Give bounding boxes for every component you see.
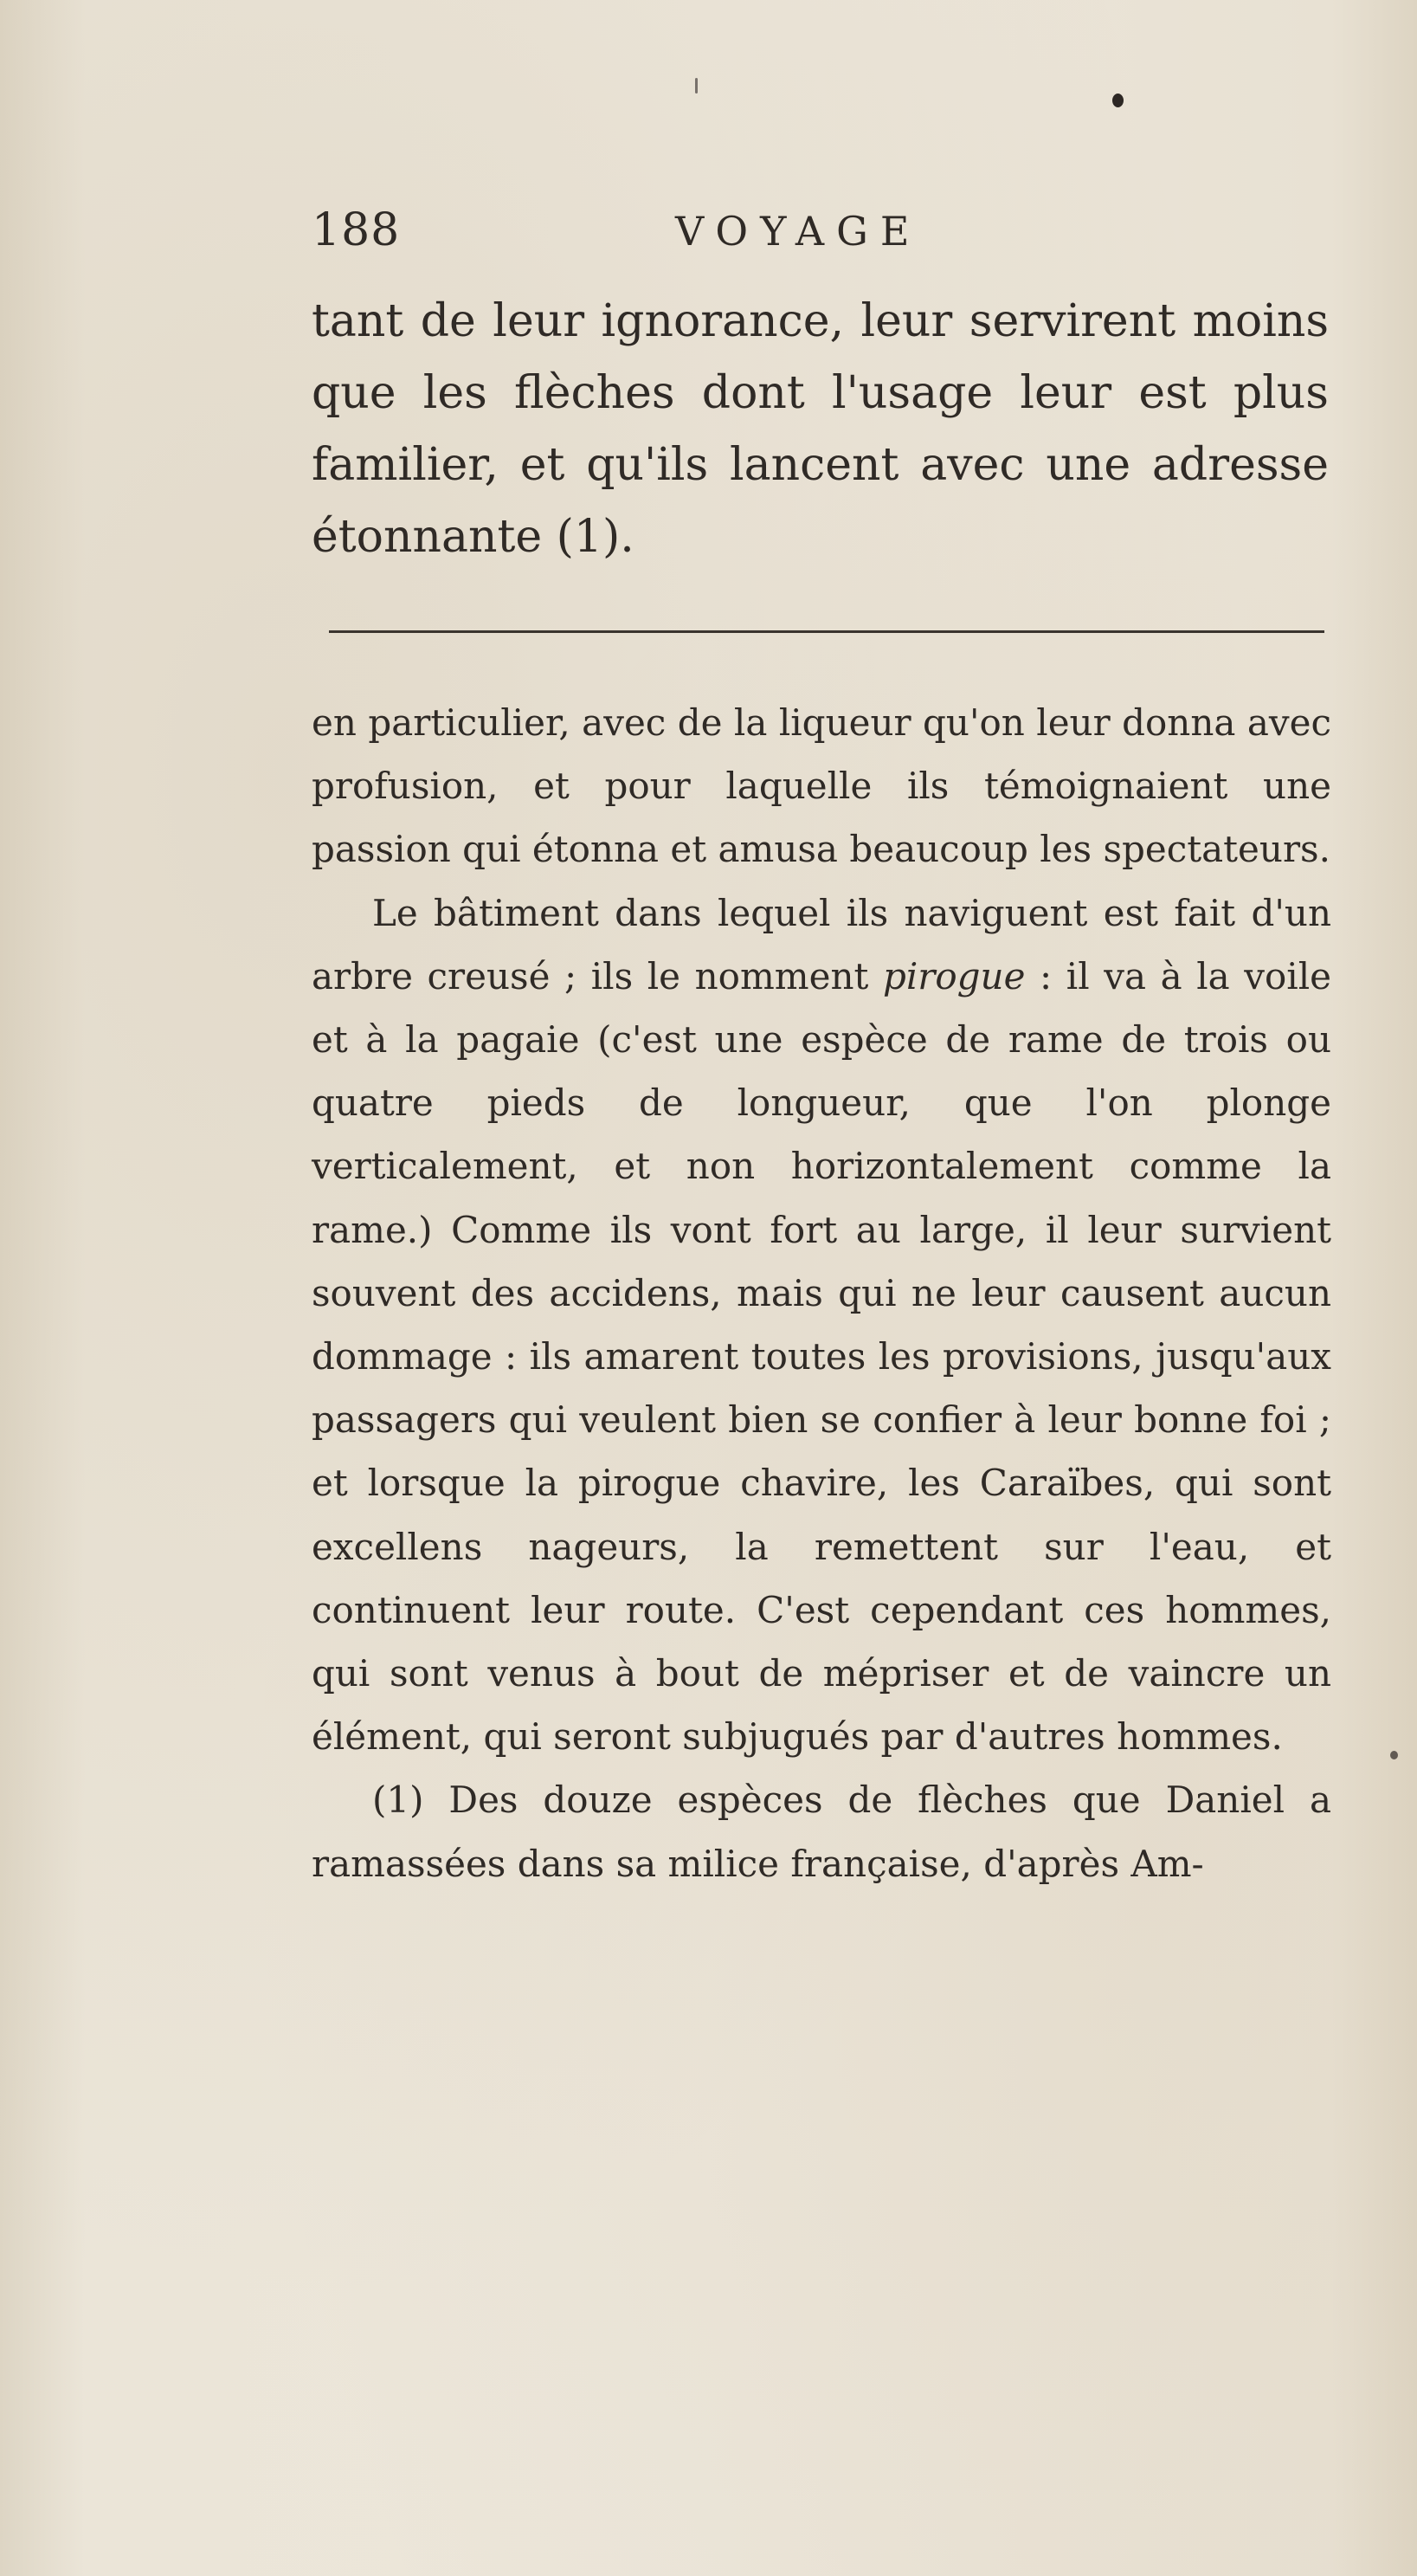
note-separator-rule [329,630,1324,633]
ink-speck [1112,94,1124,107]
italic-term: pirogue [882,954,1026,997]
note-section [312,691,1331,1895]
page-header [312,204,1350,274]
note-text-before: Le bâtiment dans lequel ils naviguent est fait d'un arbre creusé ; ils le nomment [312,891,1331,997]
ink-speck [695,78,698,94]
note-paragraph [312,881,1331,1769]
note-continuation: en particulier, avec de la liqueur qu'on leur donna avec profusion, et pour laquelle ils témoignaient une passion qui étonna et amusa beaucoup les spectateurs. [312,701,1331,871]
main-text [312,286,1329,573]
running-head: VOYAGE [675,208,922,255]
footnote: (1) Des douze espèces de flèches que Daniel a ramassées dans sa milice française, d'après Am- [312,1779,1331,1885]
main-paragraph: tant de leur ignorance, leur servirent moins que les flèches dont l'usage leur est plus familier, et qu'ils lancent avec une adresse étonnante (1). [312,295,1329,563]
ink-speck [1390,1751,1398,1759]
note-text-after: : il va à la voile et à la pagaie (c'est une espèce de rame de trois ou quatre pieds de longueur, que l'on plonge verticalement, et non horizontalement comme la rame.) Comme ils vont fort au large, il leur survient souvent des accidens, mais qui ne leur causent aucun dommage : ils amarent toutes les provisions, jusqu'aux passagers qui veulent bien se confier à leur bonne foi ; et lorsque la pirogue chavire, les Caraïbes, qui sont excellens nageurs, la remettent sur l'eau, et continuent leur route. C'est cependant ces hommes, qui sont venus à bout de mépriser et de vaincre un élément, qui seront subjugués par d'autres hommes. [312,954,1331,1759]
page-number: 188 [312,204,401,256]
